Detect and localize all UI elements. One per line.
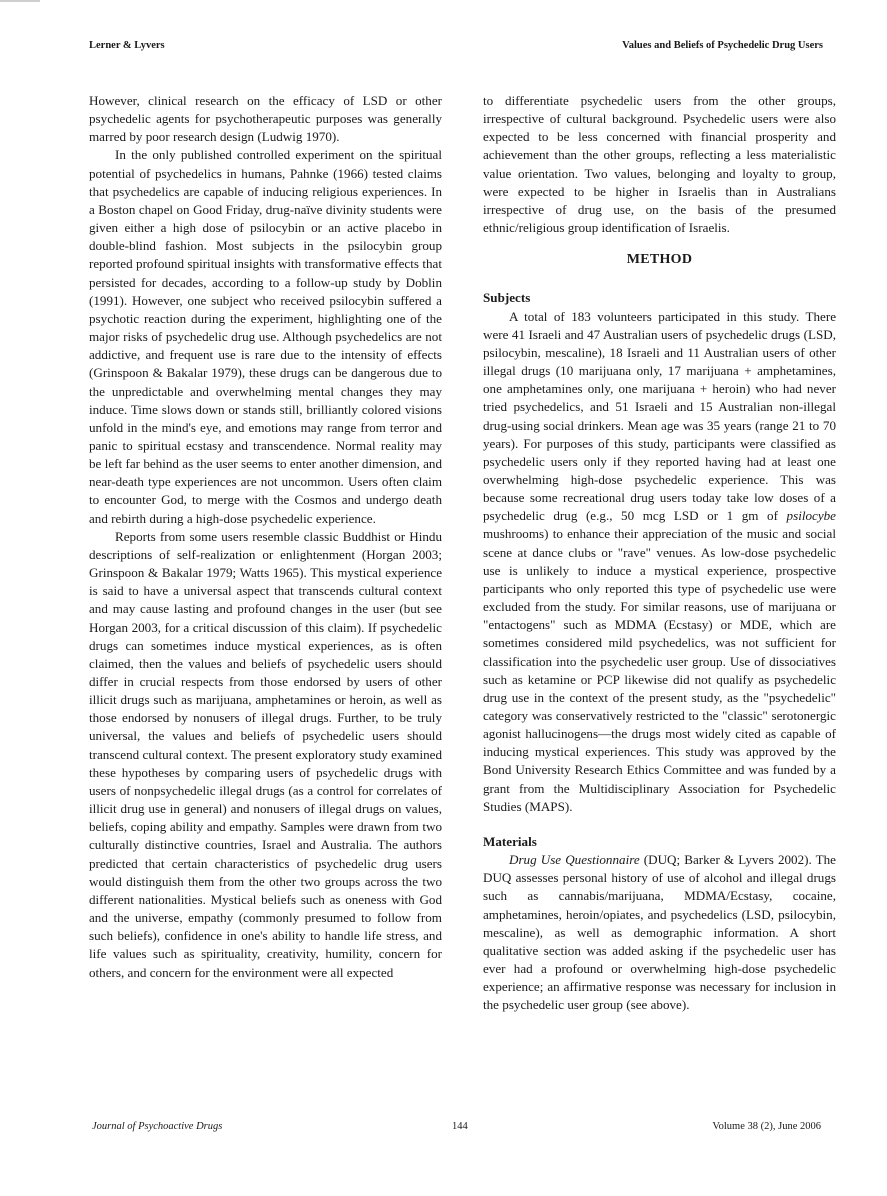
- subjects-paragraph: [483, 308, 836, 816]
- paragraph: Reports from some users resemble classic Buddhist or Hindu descriptions of self-realization or enlightenment (Horgan 2003; Grinspoon & Bakalar 1979; Watts 1965). This mystical experience is said to have a universal aspect that transcends cultural context and may cause lasting and profound changes in the user (but see Horgan 2003, for a critical discussion of this claim). If psychedelic drugs can sometimes induce mystical experiences, as is often claimed, then the values and beliefs of psychedelic users should differ in crucial respects from those endorsed by users of other illicit drugs such as marijuana, amphetamines or heroin, as well as those endorsed by nonusers of illegal drugs. Further, to be truly universal, the values and beliefs of psychedelic users should transcend cultural context. The present exploratory study examined these hypotheses by comparing users of psychedelic drugs with users of nonpsychedelic illegal drugs (as a control for correlates of illicit drug use in general) and nonusers of illegal drugs on values, beliefs, coping ability and empathy. Samples were drawn from two culturally distinctive countries, Israel and Australia. The authors predicted that certain characteristics of psychedelic drug users would distinguish them from the other two groups across the two different nationalities. Mystical beliefs such as oneness with God and the universe, empathy (commonly presumed to follow from such beliefs), confidence in one's ability to handle life stress, and life values such as spirituality, creativity, humility, concern for others, and concern for the environment were all expected: [89, 528, 442, 980]
- running-head-authors: Lerner & Lyvers: [89, 40, 165, 51]
- running-head-title: Values and Beliefs of Psychedelic Drug Users: [622, 40, 823, 51]
- paragraph: to differentiate psychedelic users from the other groups, irrespective of cultural background. Psychedelic users were also expected to be less concerned with financial prosperity and achievement than the other groups, reflecting a less materialistic value orientation. Two values, belonging and loyalty to group, were expected to be higher in Israelis than in Australians irrespective of drug use, on the basis of the presumed ethnic/religious group identification of Israelis.: [483, 93, 836, 236]
- subjects-text-a: A total of 183 volunteers participated in this study. There were 41 Israeli and 47 Australian users of psychedelic drugs (LSD, psilocybin, mescaline), 18 Israeli and 11 Australian users of other illegal drugs (10 marijuana only, 17 marijuana + amphetamines, one amphetamines only, one marijuana + heroin) who had never tried psychedelics, and 51 Israeli and 15 Australian non-illegal drug-using social drinkers. Mean age was 35 years (range 21 to 70 years). For purposes of this study, participants were classified as psychedelic users only if they reported having had at least one overwhelming high-dose psychedelic experience. This was because some recreational drug users today take low doses of a psychedelic drug (e.g., 50 mcg LSD or 1 gm of: [483, 308, 836, 524]
- footer-page-number: 144: [452, 1121, 468, 1132]
- materials-italic-term: Drug Use Questionnaire: [509, 852, 640, 868]
- materials-text: (DUQ; Barker & Lyvers 2002). The DUQ assesses personal history of use of alcohol and illegal drugs such as cannabis/marijuana, MDMA/Ecstasy, cocaine, amphetamines, heroin/opiates, and psychedelics (LSD, psilocybin, mescaline), as well as demographic information. A short qualitative section was added asking if the psychedelic user has ever had a profound or overwhelming high-dose psychedelic experience; an affirmative response was necessary for inclusion in the psychedelic user group (see above).: [483, 852, 836, 1013]
- subjects-text-b: mushrooms) to enhance their appreciation of the music and social scene at dance clubs or "rave" venues. As low-dose psychedelic use is unlikely to induce a mystical experience, prospective participants who only reported this type of psychedelic use were excluded from the study. For similar reasons, use of marijuana or "entactogens" such as MDMA (Ecstasy) or MDE, which are sometimes considered mild psychedelics, was not sufficient for classification into the psychedelic user group. Use of dissociatives such as ketamine or PCP likewise did not qualify as psychedelic drug use in the context of the present study, as the "psychedelic" category was conservatively restricted to the "classic" serotonergic agonist hallucinogens—the drugs most widely cited as capable of inducing mystical experiences. This study was approved by the Bond University Research Ethics Committee and was funded by a grant from the Multidisciplinary Association for Psychedelic Studies (MAPS).: [483, 526, 836, 814]
- materials-heading: Materials: [483, 833, 537, 849]
- paragraph: However, clinical research on the efficacy of LSD or other psychedelic agents for psychotherapeutic purposes was generally marred by poor research design (Ludwig 1970).: [89, 93, 442, 145]
- subjects-heading: Subjects: [483, 290, 531, 306]
- footer-journal: Journal of Psychoactive Drugs: [92, 1121, 223, 1132]
- right-column: [483, 92, 836, 1015]
- footer-volume: Volume 38 (2), June 2006: [712, 1121, 821, 1132]
- materials-paragraph: [483, 851, 836, 1014]
- scan-corner-mark: [0, 0, 40, 2]
- paragraph: In the only published controlled experiment on the spiritual potential of psychedelics in humans, Pahnke (1966) tested claims that psychedelics are capable of inducing religious experiences. In a Boston chapel on Good Friday, drug-naïve divinity students were given either a high dose of psilocybin or an active placebo in double-blind fashion. Most subjects in the psilocybin group reported profound spiritual insights with transformative effects that persisted for decades, according to a follow-up study by Doblin (1991). However, one subject who received psilocybin suffered a psychotic reaction during the experiment, highlighting one of the major risks of psychedelic drug use. Although psychedelics are not addictive, and frequent use is rare due to the intensity of effects (Grinspoon & Bakalar 1979), these drugs can be dangerous due to the unpredictable and overwhelming mental changes they may induce. Time slows down or stands still, brilliantly colored visions unfold in the mind's eye, and emotions may range from terror and panic to spiritual ecstasy and transcendence. Normal reality may be left far behind as the user seems to enter another dimension, and near-death type experiences are not uncommon. Users often claim to encounter God, to merge with the Cosmos and undergo death and rebirth during a high-dose psychedelic experience.: [89, 147, 442, 526]
- subjects-italic-term: psilocybe: [786, 508, 836, 524]
- method-heading: METHOD: [626, 252, 693, 268]
- left-column: [89, 92, 442, 982]
